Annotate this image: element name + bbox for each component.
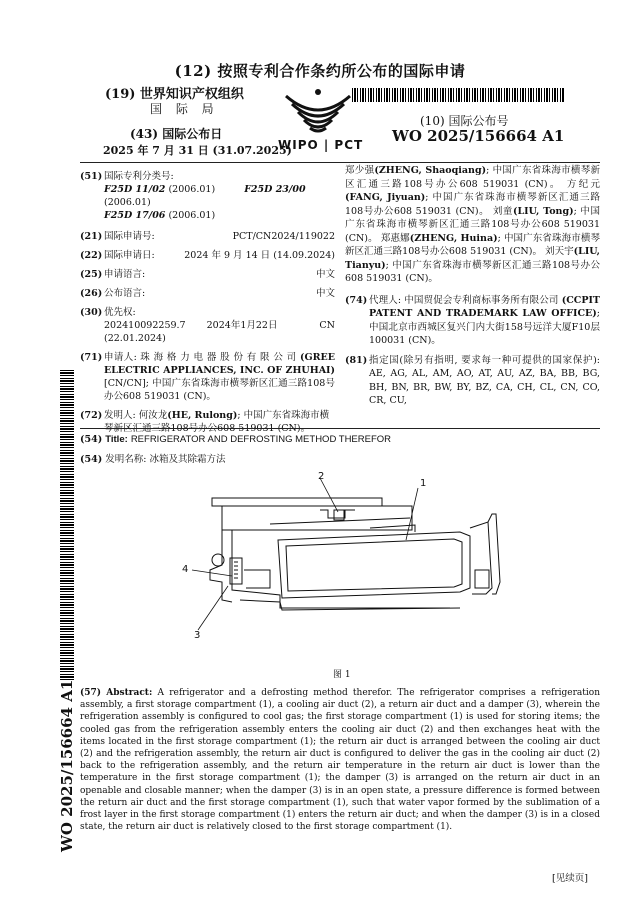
inventors-continued: 郑少强(ZHENG, Shaoqiang); 中国广东省珠海市横琴新区汇通三路108号办公608 519031 (CN)。 方纪元(FANG, Jiyuan); 中国广东省珠海市横琴新区汇通三路108号办公608 519031 (CN)。 刘童(LIU, Tong); 中国广东省珠海市横琴新区汇通三路108号办公608 519031 (CN)。 郑惠娜(ZHENG, Huina); 中国广东省珠海市横琴新区汇通三路108号办公608 519031 (CN)。 刘天宇(LIU, Tianyu); 中国广东省珠海市横琴新区汇通三路108号办公608 519031 (CN)。 <box>345 165 600 284</box>
organization-bureau: 国 际 局 <box>150 102 219 116</box>
top-barcode <box>352 88 564 102</box>
field-74: (74) 代理人: 中国贸促会专利商标事务所有限公司 (CCPIT PATENT AND TRADEMARK LAW OFFICE); 中国北京市西城区复兴门内大街158号远洋大厦F10层 100031 (CN)。 <box>345 294 600 346</box>
field-72: (72) 发明人: 何汝龙(HE, Rulong); 中国广东省珠海市横琴新区汇通三路108号办公608 519031 (CN)。 <box>80 410 330 434</box>
header-divider <box>80 162 600 163</box>
continue-note: [见续页] <box>552 873 588 884</box>
refrigerator-drawing <box>170 470 550 650</box>
field-51: (51) 国际专利分类号: F25D 11/02 (2006.01) F25D 23/00 (2006.01) F25D 17/06 (2006.01) <box>80 171 306 221</box>
publication-date-value: 2025 年 7 月 31 日 (31.07.2025) <box>103 144 292 157</box>
chinese-title: (54) 发明名称: 冰箱及其除霜方法 <box>80 454 226 465</box>
wipo-pct-label: WIPO | PCT <box>278 138 364 152</box>
abstract: (57) Abstract: A refrigerator and a defrosting method therefor. The refrigerator comprises a refrigeration assembly, a first storage compartment (1), a cooling air duct (2), a return air duct and a damper (3), wherein the refrigeration assembly is configured to cool gas; the first storage compartment (1) is used for storing items; the cooled gas from the refrigeration assembly enters the cooling air duct (2) and then exchanges heat with the items located in the first storage compartment (1); the return air duct is arranged between the cooling air duct (2) and the refrigeration assembly, the return air duct is configured to deliver the gas in the cooling air duct (2) back to the refrigeration assembly, and the return air temperature in the return air duct is lower than the temperature in the first storage compartment (1); the damper (3) is arranged on the return air duct in an openable and closable manner; when the damper (3) is in an open state, a pressure difference is formed between the return air duct and the first storage compartment (1), such that water vapor formed by the sublimation of a frost layer in the first storage compartment (1) enters the return air duct; and when the damper (3) is in a closed state, the return air duct is relatively closed to the first storage compartment (1). <box>80 688 600 833</box>
publication-date-label: (43) 国际公布日 <box>130 127 223 141</box>
field-30: (30) 优先权: 202410092259.7 2024年1月22日 (22.01.2024) CN <box>80 307 335 344</box>
ipc-code: F25D 11/02 <box>104 184 166 195</box>
bibliographic-left-column <box>80 170 335 438</box>
priority-date: 2024年1月22日 (22.01.2024) <box>104 320 278 344</box>
ipc-code: F25D 23/00 <box>244 184 306 195</box>
abstract-text: A refrigerator and a defrosting method therefor. The refrigerator comprises a refrigeration assembly, a first storage compartment (1), a cooling air duct (2), a return air duct and a damper (3), wherein the refrigeration assembly is configured to cool gas; the first storage compartment (1) is used for storing items; the cooled gas from the refrigeration assembly enters the cooling air duct (2) and then exchanges heat with the items located in the first storage compartment (1); the return air duct is arranged between the cooling air duct (2) and the refrigeration assembly, the return air duct is configured to deliver the gas in the cooling air duct (2) back to the refrigeration assembly, and the return air temperature in the return air duct is lower than the temperature in the first storage compartment (1); the damper (3) is arranged on the return air duct in an openable and closable manner; when the damper (3) is in an open state, a pressure difference is formed between the return air duct and the first storage compartment (1), such that water vapor formed by the sublimation of a frost layer in the first storage compartment (1) enters the return air duct; and when the damper (3) is in a closed state, the return air duct is relatively closed to the first storage compartment (1). <box>80 688 600 833</box>
priority-country: CN <box>319 320 335 331</box>
publication-number-label: (10) 国际公布号 <box>420 114 509 128</box>
figure-label-3: 3 <box>194 630 201 641</box>
figure-label-2: 2 <box>318 471 325 482</box>
field-71: (71) 申请人: 珠 海 格 力 电 器 股 份 有 限 公 司 (GREE ELECTRIC APPLIANCES, INC. OF ZHUHAI) [CN/CN]; 中国广东省珠海市横琴新区汇通三路108号办公608 519031 (CN)。 <box>80 352 335 402</box>
document-title: (12) 按照专利合作条约所公布的国际申请 <box>174 62 466 80</box>
title-divider <box>80 428 600 429</box>
field-25: (25) 申请语言: 中文 <box>80 269 335 280</box>
publication-number: WO 2025/156664 A1 <box>392 127 565 145</box>
field-21: (21) 国际申请号: PCT/CN2024/119022 <box>80 231 335 242</box>
figure-label-1: 1 <box>420 478 427 489</box>
ipc-code: F25D 17/06 <box>104 210 166 221</box>
figure-label-4: 4 <box>182 564 189 575</box>
english-title: (54) Title: REFRIGERATOR AND DEFROSTING METHOD THEREFOR <box>80 434 392 445</box>
vertical-publication-number: WO 2025/156664 A1 <box>58 679 76 852</box>
field-81: (81) 指定国(除另有指明, 要求每一种可提供的国家保护): AE, AG, AL, AM, AO, AT, AU, AZ, BA, BB, BG, BH, BN, BR, BW, BY, BZ, CA, CH, CL, CN, CO, CR, CU, <box>345 354 600 406</box>
field-22: (22) 国际申请日: 2024 年 9 月 14 日 (14.09.2024) <box>80 250 335 261</box>
organization-name: (19) 世界知识产权组织 <box>105 87 244 102</box>
figure-caption: 图 1 <box>333 670 351 680</box>
bibliographic-right-column <box>345 164 600 411</box>
side-barcode <box>60 370 74 680</box>
field-26: (26) 公布语言: 中文 <box>80 288 335 299</box>
priority-number: 202410092259.7 <box>104 320 186 331</box>
